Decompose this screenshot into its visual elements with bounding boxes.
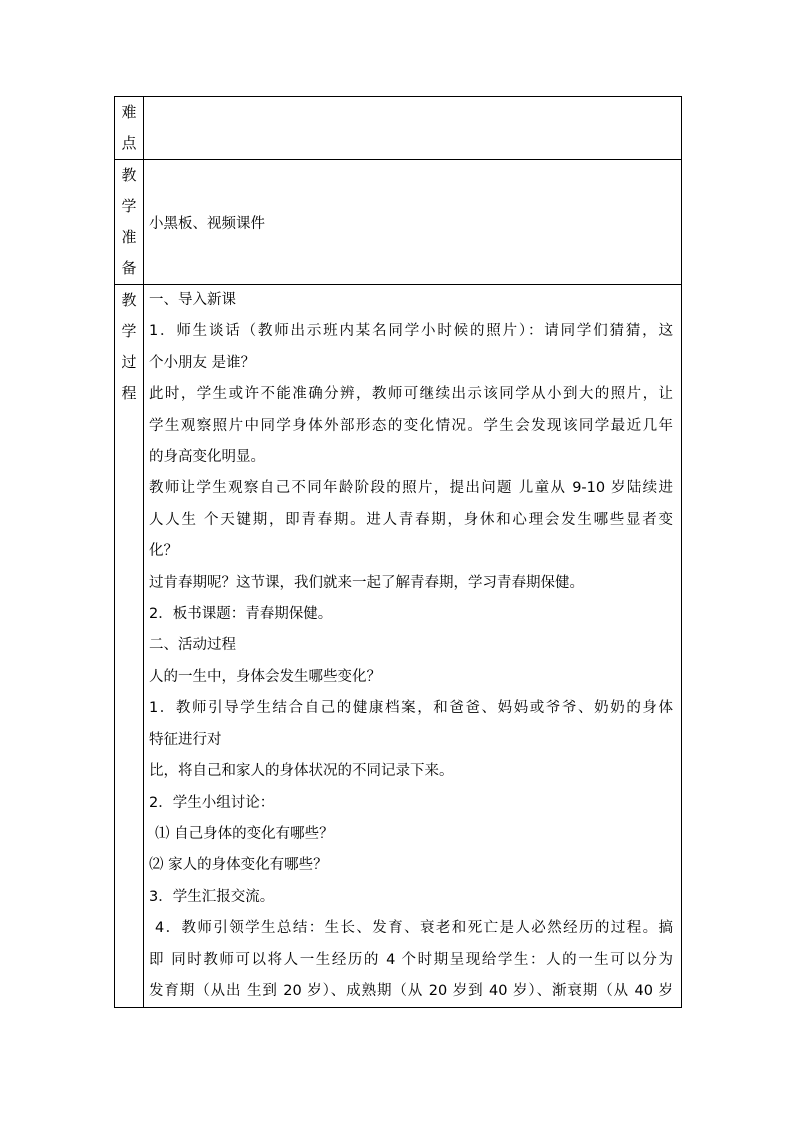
text-line: 学生观察照片中同学身体外部形态的变化情况。学生会发现该同学最近几年 xyxy=(149,417,673,434)
label-difficulty xyxy=(115,97,144,160)
text-line: 1．教师引导学生结合自己的健康档案，和爸爸、妈妈或爷爷、奶奶的身体 xyxy=(149,700,673,717)
label-preparation xyxy=(115,160,144,285)
preparation-content: 小黑板、视频课件 xyxy=(144,160,682,285)
text-line: 过肯春期呢？这节课，我们就来一起了解青春期，学习青春期保健。 xyxy=(149,574,584,591)
row-preparation xyxy=(115,160,682,285)
label-char: 教 xyxy=(121,166,137,184)
text-line: ⑴ 自己身体的变化有哪些？ xyxy=(155,825,334,842)
text-line: 2．学生小组讨论： xyxy=(149,794,275,811)
row-difficulty xyxy=(115,97,682,160)
label-char: 备 xyxy=(121,259,137,277)
text-line: 比，将自己和家人的身体状况的不同记录下来。 xyxy=(149,763,454,780)
lesson-plan-table xyxy=(114,96,682,1008)
label-char: 点 xyxy=(121,134,137,152)
text-line: 的身高变化明显。 xyxy=(149,449,265,466)
text-line: 发育期（从出 生到 20 岁）、成熟期（从 20 岁到 40 岁）、渐衰期（从 40 岁 xyxy=(149,982,673,999)
label-char: 过 xyxy=(121,353,137,371)
text-line: 4．教师引领学生总结：生长、发育、衰老和死亡是人必然经历的过程。搞 xyxy=(155,920,673,937)
text-line: ⑵ 家人的身体变化有哪些？ xyxy=(149,857,328,874)
label-process xyxy=(115,285,144,1008)
text-line: 化？ xyxy=(149,543,178,560)
label-char: 程 xyxy=(121,384,137,402)
label-char: 准 xyxy=(121,228,137,246)
process-content xyxy=(144,285,682,1008)
text-line: 特征进行对 xyxy=(149,731,222,748)
label-char: 学 xyxy=(121,322,137,340)
text-line: 即 同时教师可以将人一生经历的 4 个时期呈现给学生：人的一生可以分为 xyxy=(149,951,673,968)
text-line: 2．板书课题：青春期保健。 xyxy=(149,606,333,623)
difficulty-content xyxy=(144,97,682,160)
text-line: 此时，学生或许不能准确分辨，教师可继续出示该同学从小到大的照片，让 xyxy=(149,386,673,403)
row-process xyxy=(115,285,682,1008)
text-line: 人人生 个天键期，即青春期。进人青春期，身休和心理会发生哪些显者变 xyxy=(149,511,673,528)
text-line: 人的一生中，身体会发生哪些变化？ xyxy=(149,668,381,685)
label-char: 教 xyxy=(121,291,137,309)
text-line: 1．师生谈话（教师出示班内某名同学小时候的照片）：请同学们猜猜，这 xyxy=(149,323,673,340)
section-heading: 一、导入新课 xyxy=(149,292,236,308)
text-line: 教师让学生观察自己不同年龄阶段的照片，提出问题 儿童从 9-10 岁陆续进 xyxy=(149,480,673,497)
section-heading: 二、活动过程 xyxy=(149,637,236,654)
text-line: 3．学生汇报交流。 xyxy=(149,888,275,905)
text-line: 个小朋友 是谁？ xyxy=(149,354,256,371)
label-char: 难 xyxy=(121,103,137,121)
label-char: 学 xyxy=(121,197,137,215)
